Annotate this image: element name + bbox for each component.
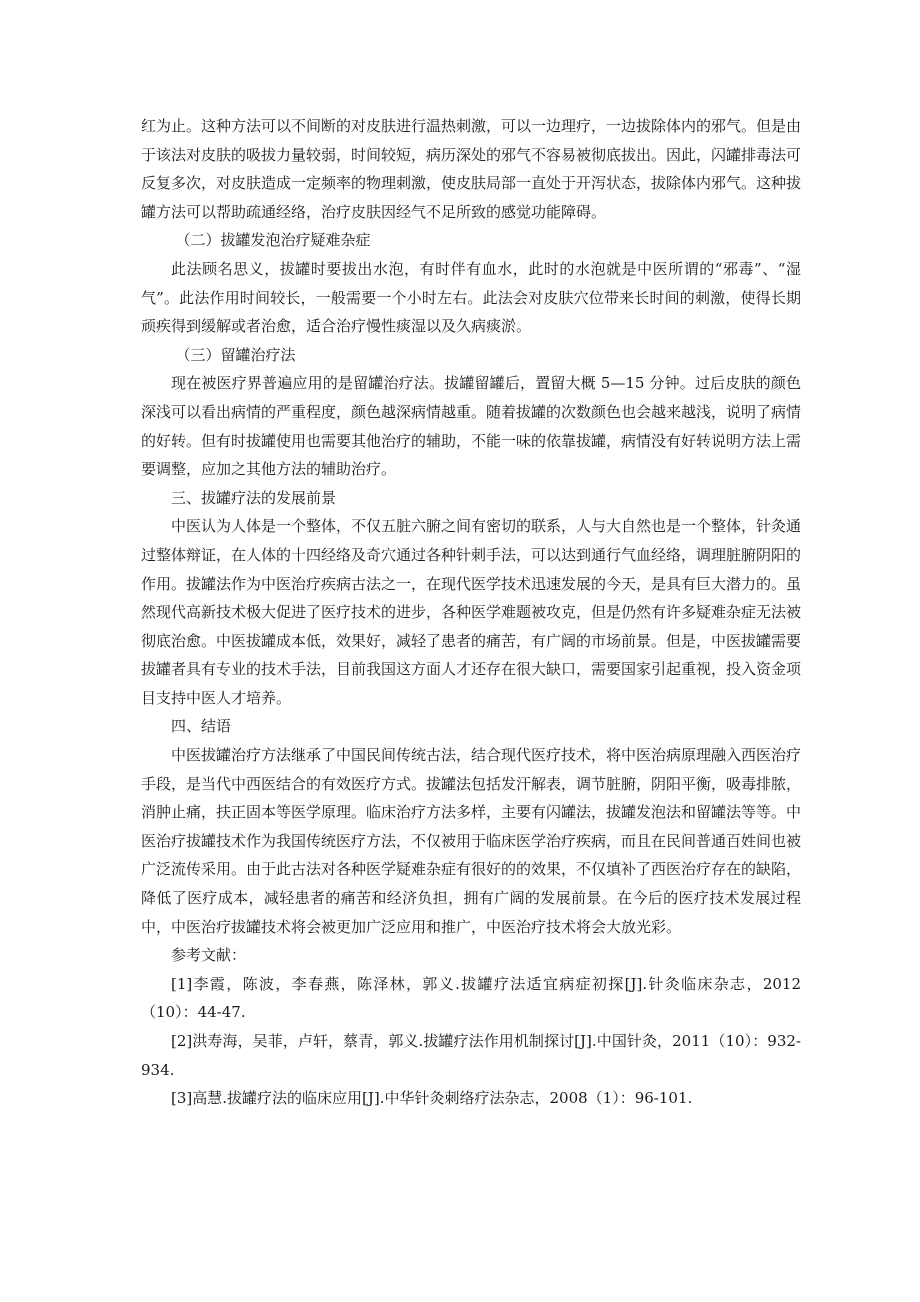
- paragraph-prospects: 中医认为人体是一个整体，不仅五脏六腑之间有密切的联系，人与大自然也是一个整体，针灸通过整体辩证，在人体的十四经络及奇穴通过各种针刺手法，可以达到通行气血经络，调理脏腑阴阳的作用。拔罐法作为中医治疗疾病古法之一，在现代医学技术迅速发展的今天，是具有巨大潜力的。虽然现代高新技术极大促进了医疗技术的进步，各种医学难题被攻克，但是仍然有许多疑难杂症无法被彻底治愈。中医拔罐成本低，效果好，减轻了患者的痛苦，有广阔的市场前景。但是，中医拔罐需要拔罐者具有专业的技术手法，目前我国这方面人才还存在很大缺口，需要国家引起重视，投入资金项目支持中医人才培养。: [141, 517, 802, 707]
- subheading-blister-cupping: （二）拔罐发泡治疗疑难杂症: [175, 231, 371, 250]
- reference-item: [3]高慧.拔罐疗法的临床应用[J].中华针灸刺络疗法杂志，2008（1）：96-101.: [171, 1089, 693, 1108]
- paragraph-blister-cupping: 此法顾名思义，拔罐时要拔出水泡，有时伴有血水，此时的水泡就是中医所谓的“邪毒”、“湿气”。此法作用时间较长，一般需要一个小时左右。此法会对皮肤穴位带来长时间的刺激，使得长期顽疾得到缓解或者治愈，适合治疗慢性痰湿以及久病痰淤。: [141, 259, 801, 336]
- section-heading-conclusion: 四、结语: [171, 717, 232, 736]
- paragraph-conclusion: 中医拔罐治疗方法继承了中国民间传统古法，结合现代医疗技术，将中医治病原理融入西医治疗手段，是当代中西医结合的有效医疗方式。拔罐法包括发汗解表，调节脏腑，阴阳平衡，吸毒排脓，消肿止痛，扶正固本等医学原理。临床治疗方法多样，主要有闪罐法，拔罐发泡法和留罐法等等。中医治疗拔罐技术作为我国传统医疗方法，不仅被用于临床医学治疗疾病，而且在民间普通百姓间也被广泛流传采用。由于此古法对各种医学疑难杂症有很好的的效果，不仅填补了西医治疗存在的缺陷，降低了医疗成本，减轻患者的痛苦和经济负担，拥有广阔的发展前景。在今后的医疗技术发展过程中，中医治疗拔罐技术将会被更加广泛应用和推广，中医治疗技术将会大放光彩。: [141, 746, 802, 936]
- paragraph-retained-cupping: 现在被医疗界普遍应用的是留罐治疗法。拔罐留罐后，置留大概 5—15 分钟。过后皮肤的颜色深浅可以看出病情的严重程度，颜色越深病情越重。随着拔罐的次数颜色也会越来越浅，说明了病情的好转。但有时拔罐使用也需要其他治疗的辅助，不能一味的依靠拔罐，病情没有好转说明方法上需要调整，应加之其他方法的辅助治疗。: [141, 374, 802, 479]
- subheading-retained-cupping: （三）留罐治疗法: [175, 345, 296, 364]
- reference-item: [2]洪寿海，吴菲，卢轩，蔡青，郭义.拔罐疗法作用机制探讨[J].中国针灸，2011（10）：932-934.: [141, 1032, 801, 1079]
- document-body: [141, 112, 801, 1113]
- reference-item: [1]李霞，陈波，李春燕，陈泽林，郭义.拔罐疗法适宜病症初探[J].针灸临床杂志，2012（10）：44-47.: [141, 974, 801, 1022]
- section-heading-prospects: 三、拔罐疗法的发展前景: [171, 488, 337, 507]
- paragraph-continued: 红为止。这种方法可以不间断的对皮肤进行温热刺激，可以一边理疗，一边拔除体内的邪气。但是由于该法对皮肤的吸拔力量较弱，时间较短，病历深处的邪气不容易被彻底拔出。因此，闪罐排毒法可反复多次，对皮肤造成一定频率的物理刺激，使皮肤局部一直处于开泻状态，拔除体内邪气。这种拔罐方法可以帮助疏通经络，治疗皮肤因经气不足所致的感觉功能障碍。: [141, 117, 802, 221]
- references-heading: 参考文献：: [171, 946, 247, 965]
